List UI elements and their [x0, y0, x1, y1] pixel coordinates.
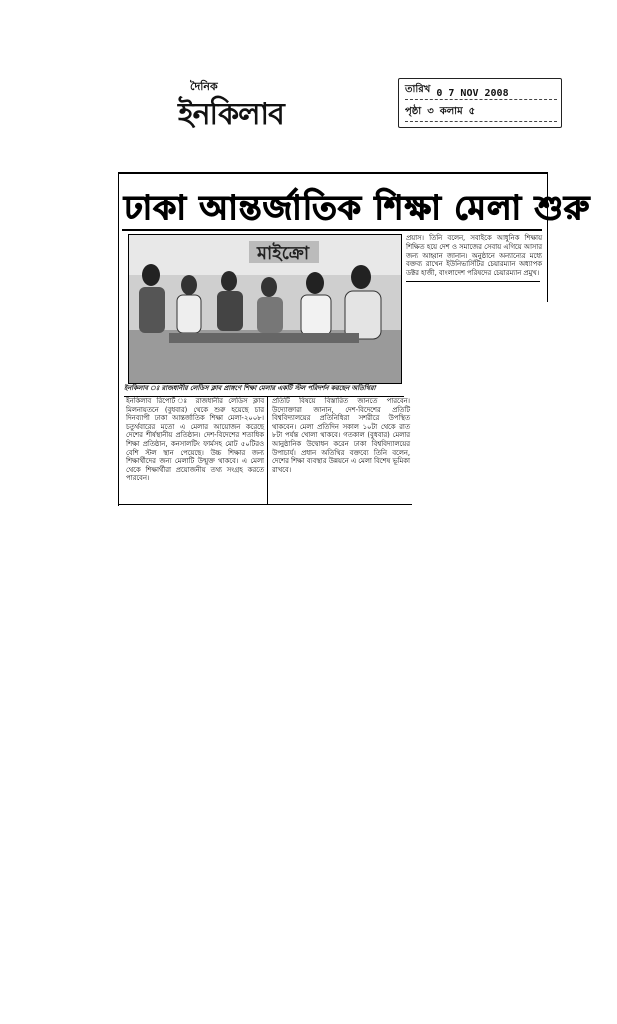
svg-text:মাইক্রো: মাইক্রো: [257, 243, 310, 264]
stamp-date-row: [405, 81, 557, 100]
column-separator: [267, 396, 268, 504]
stamp-page-label: পৃষ্ঠা: [405, 106, 422, 117]
newspaper-masthead: [178, 78, 298, 132]
photo-illustration: [129, 235, 401, 383]
clip-left-rule: [118, 172, 119, 506]
stamp-page-row: [405, 103, 557, 122]
stamp-date-label: তারিখ: [405, 84, 431, 95]
clip-bottom-rule: [118, 504, 412, 505]
article-photo: [128, 234, 402, 384]
stamp-date-value: 0 7 NOV 2008: [436, 88, 509, 99]
article-column-2: প্রতিটি বিষয়ে বিস্তারিত জানতে পারবেন। উদ্যোক্তারা জানান, দেশ-বিদেশের প্রতিটি বিশ্ববিদ্যালয়ের প্রতিনিধিরা সশরীরে উপস্থিত থাকবেন। মেলা প্রতিদিন সকাল ১০টা থেকে রাত ৮টা পর্যন্ত খোলা থাকবে। গতকাল (বুধবার) মেলার আনুষ্ঠানিক উদ্বোধন করেন ঢাকা বিশ্ববিদ্যালয়ের উপাচার্য। প্রধান অতিথির বক্তব্যে তিনি বলেন, দেশের শিক্ষা ব্যবস্থার উন্নয়নে এ মেলা বিশেষ ভূমিকা রাখবে।: [272, 397, 410, 474]
side-column-end-rule: [406, 281, 540, 282]
newspaper-name: ইনকিলাব: [178, 97, 284, 132]
article-side-column: [406, 234, 542, 282]
photo-caption: ইনকিলাব ঃ রাজধানীর লেডিস ক্লাব প্রাঙ্গণে শিক্ষা মেলার একটি স্টল পরিদর্শন করছেন অতিথিরা: [124, 383, 404, 397]
article-headline: ঢাকা আন্তর্জাতিক শিক্ষা মেলা শুরু: [124, 188, 591, 227]
article-column-1: ইনকিলাব রিপোর্ট ঃ রাজধানীর লেডিস ক্লাব মিলনায়তনে (বুধবার) থেকে শুরু হয়েছে চার দিনব্যাপী ঢাকা আন্তর্জাতিক শিক্ষা মেলা-২০০৮। চতুর্থবারের মতো এ মেলার আয়োজন করেছে দেশের শীর্ষস্থানীয় প্রতিষ্ঠান। দেশ-বিদেশের শতাধিক শিক্ষা প্রতিষ্ঠান, কনসালটিং ফার্মসহ মোট ৫০টিরও বেশি স্টল স্থান পেয়েছে। উচ্চ শিক্ষার জন্য শিক্ষার্থীদের জন্য মেলাটি উন্মুক্ত থাকবে। এ মেলা থেকে শিক্ষার্থীরা প্রয়োজনীয় তথ্য সংগ্রহ করতে পারবেন।: [126, 397, 264, 483]
masthead-prefix: দৈনিক: [190, 80, 218, 93]
headline-rule: [122, 229, 542, 231]
clip-top-rule: [118, 172, 548, 174]
newspaper-clipping: [118, 172, 591, 506]
side-column-text: প্রয়াস। তিনি বলেন, সবাইকে আধুনিক শিক্ষায় শিক্ষিত হয়ে দেশ ও সমাজের সেবায় এগিয়ে আসার জন্য আহ্বান জানান। অনুষ্ঠানে অন্যান্যের মধ্যে বক্তব্য রাখেন ইউনিভার্সিটির চেয়ারম্যান অধ্যাপক ডক্টর হাজী, বাংলাদেশ পরিষদের চেয়ারম্যান প্রমুখ।: [406, 234, 542, 278]
date-page-stamp: [398, 78, 562, 128]
stamp-page-value: ৩ কলাম ৫: [427, 106, 476, 117]
